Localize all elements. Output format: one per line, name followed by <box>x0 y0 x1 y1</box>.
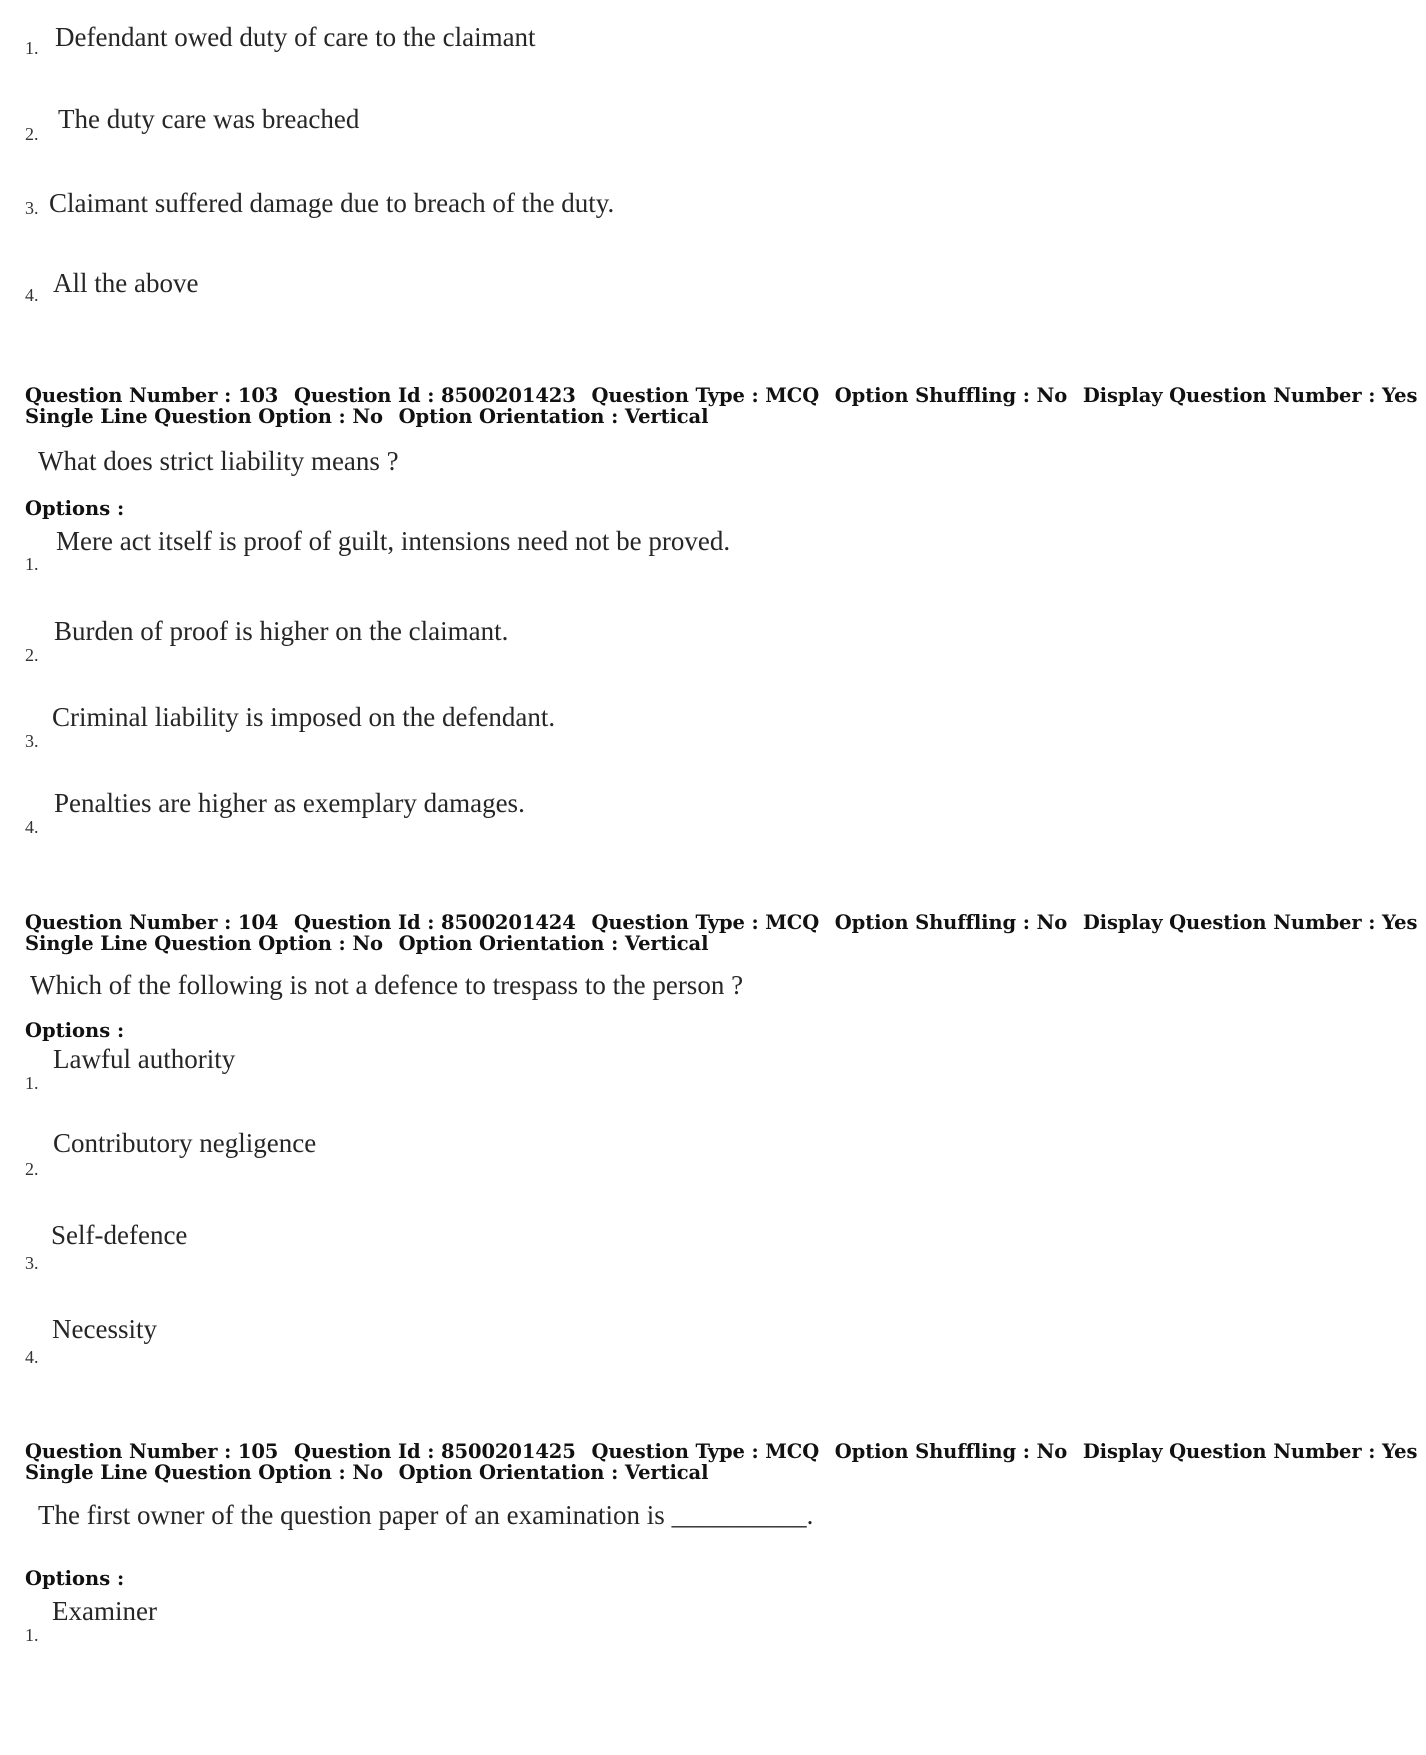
option-text: Lawful authority <box>53 1044 236 1074</box>
question-text: The first owner of the question paper of an examination is __________. <box>38 1500 814 1530</box>
question-meta <box>25 385 1426 427</box>
options-label: Options : <box>25 497 125 520</box>
meta-option-orientation: Option Orientation : Vertical <box>398 1461 709 1484</box>
option-number: 3. <box>25 198 39 218</box>
meta-question-id: Question Id : 8500201424 <box>293 911 576 934</box>
option-number: 2. <box>25 1159 39 1179</box>
meta-single-line-option: Single Line Question Option : No <box>25 405 383 428</box>
meta-display-question-number: Display Question Number : Yes <box>1082 911 1418 934</box>
option-text: Necessity <box>52 1314 157 1344</box>
option-text: Penalties are higher as exemplary damages. <box>54 788 525 818</box>
meta-question-id: Question Id : 8500201425 <box>293 1440 576 1463</box>
meta-question-number: Question Number : 104 <box>25 911 279 934</box>
option-text: Contributory negligence <box>53 1128 317 1158</box>
option-number: 4. <box>25 817 39 837</box>
option-text: Burden of proof is higher on the claimant. <box>54 616 509 646</box>
option-number: 1. <box>25 554 39 574</box>
option-number: 1. <box>25 1073 39 1093</box>
option-text: Claimant suffered damage due to breach of the duty. <box>49 188 615 218</box>
option-text: The duty care was breached <box>58 104 360 134</box>
meta-question-number: Question Number : 105 <box>25 1440 279 1463</box>
meta-option-shuffling: Option Shuffling : No <box>834 384 1068 407</box>
question-text: Which of the following is not a defence to trespass to the person ? <box>30 970 744 1000</box>
options-label: Options : <box>25 1019 125 1042</box>
meta-single-line-option: Single Line Question Option : No <box>25 1461 383 1484</box>
question-text: What does strict liability means ? <box>38 446 399 476</box>
option-text: All the above <box>53 268 199 298</box>
question-meta <box>25 912 1426 954</box>
meta-question-type: Question Type : MCQ <box>591 384 820 407</box>
meta-question-type: Question Type : MCQ <box>591 1440 820 1463</box>
question-meta <box>25 1441 1426 1483</box>
meta-display-question-number: Display Question Number : Yes <box>1082 1440 1418 1463</box>
option-number: 2. <box>25 645 39 665</box>
meta-single-line-option: Single Line Question Option : No <box>25 932 383 955</box>
option-text: Defendant owed duty of care to the claimant <box>55 22 536 52</box>
meta-option-orientation: Option Orientation : Vertical <box>398 405 709 428</box>
option-text: Self-defence <box>51 1220 188 1250</box>
option-number: 1. <box>25 38 39 58</box>
option-text: Examiner <box>52 1596 157 1626</box>
meta-option-shuffling: Option Shuffling : No <box>834 911 1068 934</box>
option-text: Criminal liability is imposed on the defendant. <box>52 702 556 732</box>
options-label: Options : <box>25 1567 125 1590</box>
option-number: 4. <box>25 285 39 305</box>
meta-display-question-number: Display Question Number : Yes <box>1082 384 1418 407</box>
meta-option-orientation: Option Orientation : Vertical <box>398 932 709 955</box>
option-text: Mere act itself is proof of guilt, intensions need not be proved. <box>56 526 731 556</box>
meta-question-number: Question Number : 103 <box>25 384 279 407</box>
meta-question-id: Question Id : 8500201423 <box>293 384 576 407</box>
option-number: 2. <box>25 124 39 144</box>
option-number: 3. <box>25 1253 39 1273</box>
meta-option-shuffling: Option Shuffling : No <box>834 1440 1068 1463</box>
meta-question-type: Question Type : MCQ <box>591 911 820 934</box>
option-number: 3. <box>25 731 39 751</box>
option-number: 4. <box>25 1347 39 1367</box>
option-number: 1. <box>25 1625 39 1645</box>
